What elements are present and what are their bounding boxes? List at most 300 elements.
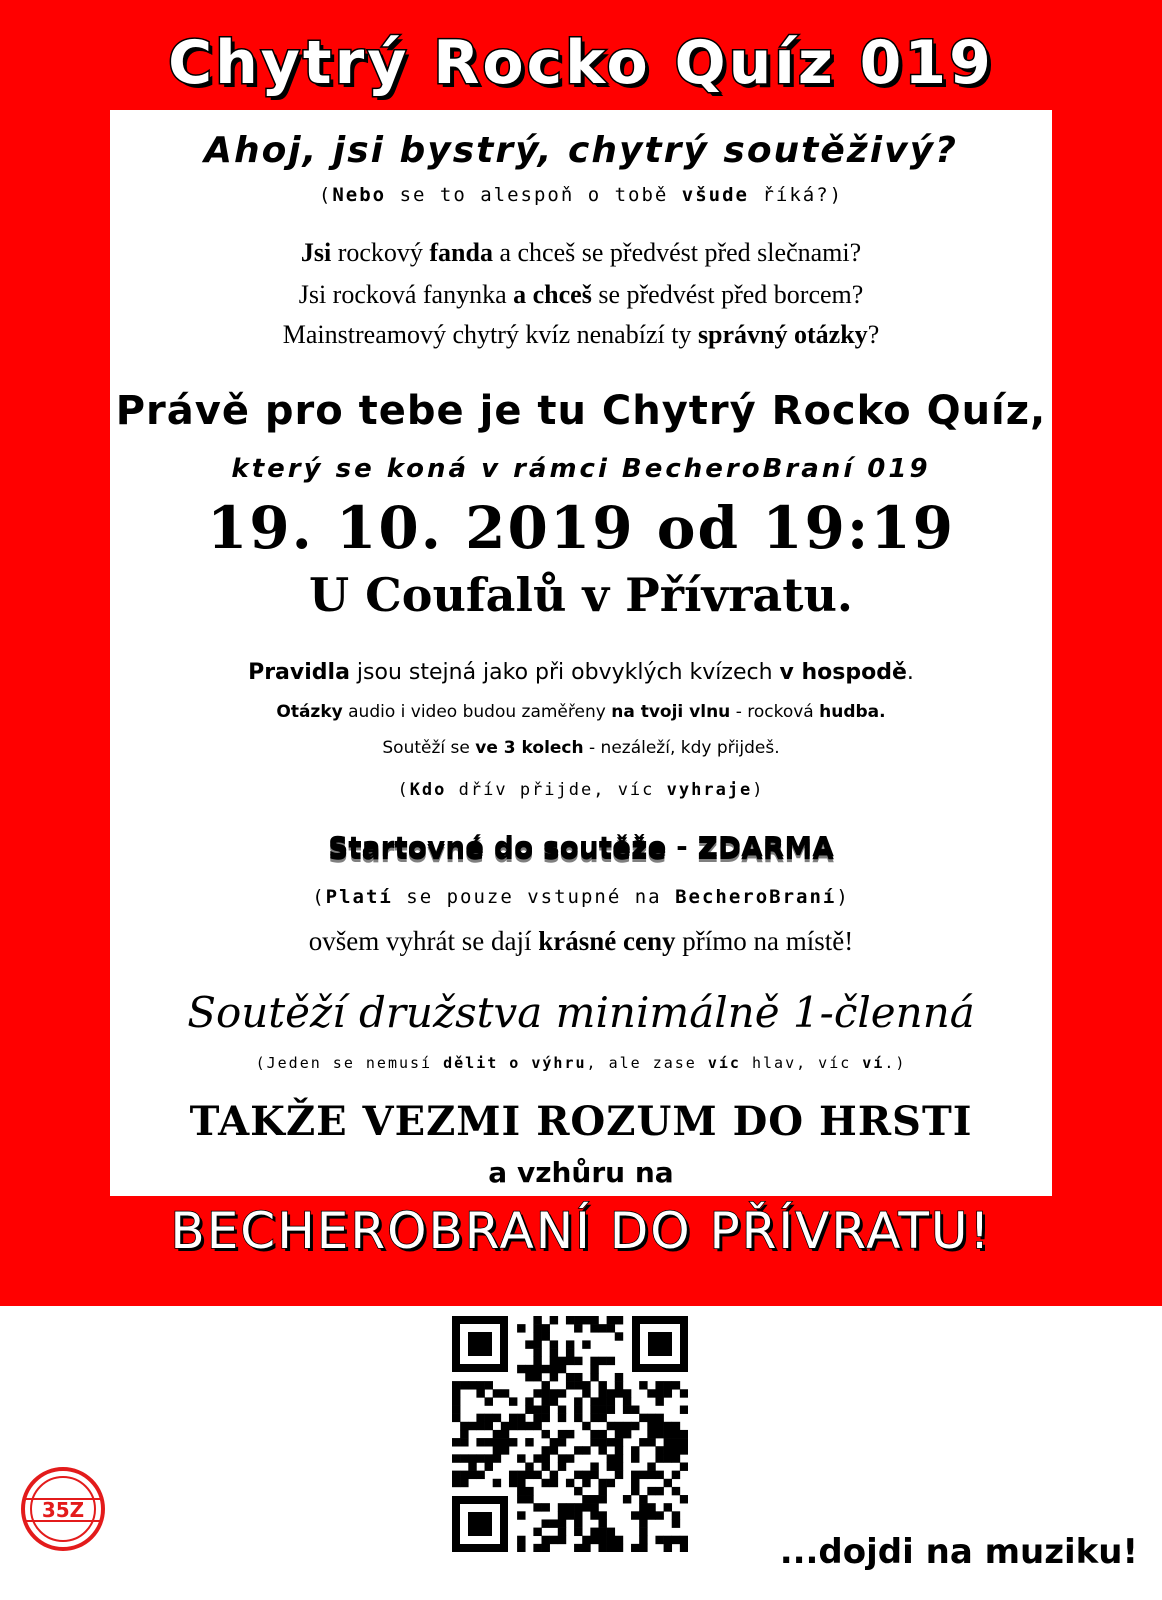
qr-module — [672, 1536, 680, 1544]
qr-module — [598, 1528, 606, 1536]
qr-module — [647, 1503, 655, 1511]
qr-module — [639, 1519, 647, 1527]
qr-module — [598, 1446, 606, 1454]
qr-module — [517, 1536, 525, 1544]
qr-module — [550, 1349, 558, 1357]
qr-module — [639, 1381, 647, 1389]
qr-module — [590, 1373, 598, 1381]
qr-module — [452, 1479, 460, 1487]
qr-module — [598, 1544, 606, 1552]
qr-module — [517, 1511, 525, 1519]
qr-module — [493, 1479, 501, 1487]
qr-module — [501, 1389, 509, 1397]
qr-module — [452, 1471, 460, 1479]
qr-module — [558, 1357, 566, 1365]
qr-module — [655, 1397, 663, 1405]
qr-module — [647, 1414, 655, 1422]
qr-module — [525, 1487, 533, 1495]
qr-module — [509, 1438, 517, 1446]
qr-module — [639, 1511, 647, 1519]
qr-module — [550, 1397, 558, 1405]
qr-module — [615, 1438, 623, 1446]
qr-module — [582, 1503, 590, 1511]
intro-headline: Ahoj, jsi bystrý, chytrý soutěživý? — [204, 130, 958, 171]
closing-line-3: BECHEROBRANÍ DO PŘÍVRATU! — [170, 1202, 992, 1260]
qr-module — [639, 1414, 647, 1422]
qr-module — [647, 1462, 655, 1470]
qr-module — [493, 1389, 501, 1397]
qr-module — [672, 1446, 680, 1454]
qr-module — [590, 1357, 598, 1365]
qr-module — [598, 1406, 606, 1414]
qr-module — [647, 1471, 655, 1479]
qr-module — [517, 1454, 525, 1462]
qr-module — [590, 1471, 598, 1479]
qr-module — [542, 1389, 550, 1397]
qr-module — [468, 1471, 476, 1479]
rules-line-2: Otázky audio i video budou zaměřeny na tvoji vlnu - rocková hudba. — [276, 702, 886, 722]
qr-module — [623, 1422, 631, 1430]
qr-module — [460, 1454, 468, 1462]
poster-title: Chytrý Rocko Quíz 019 — [168, 28, 994, 98]
qr-module — [476, 1438, 484, 1446]
qr-module — [493, 1446, 501, 1454]
qr-module — [590, 1462, 598, 1470]
qr-module — [639, 1528, 647, 1536]
qr-module — [607, 1462, 615, 1470]
qr-module — [680, 1430, 688, 1438]
qr-module — [631, 1422, 639, 1430]
qr-module — [664, 1389, 672, 1397]
qr-module — [574, 1316, 582, 1324]
qr-module — [607, 1536, 615, 1544]
qr-module — [452, 1381, 460, 1389]
qr-module — [517, 1471, 525, 1479]
intro-line-3: Mainstreamový chytrý kvíz nenabízí ty správný otázky? — [282, 320, 880, 349]
qr-module — [680, 1536, 688, 1544]
qr-module — [598, 1536, 606, 1544]
qr-module — [672, 1438, 680, 1446]
qr-module — [476, 1389, 484, 1397]
qr-module — [607, 1479, 615, 1487]
qr-module — [647, 1438, 655, 1446]
qr-module — [655, 1414, 663, 1422]
qr-module — [542, 1332, 550, 1340]
intro-line-2: Jsi rocková fanynka a chceš se předvést před borcem? — [298, 280, 864, 309]
qr-module — [542, 1544, 550, 1552]
qr-module — [460, 1381, 468, 1389]
qr-module — [607, 1389, 615, 1397]
qr-module — [655, 1454, 663, 1462]
qr-module — [598, 1430, 606, 1438]
qr-module — [639, 1503, 647, 1511]
qr-module — [598, 1487, 606, 1495]
qr-module — [582, 1389, 590, 1397]
qr-module — [517, 1422, 525, 1430]
qr-module — [582, 1536, 590, 1544]
qr-module — [639, 1495, 647, 1503]
qr-module — [598, 1438, 606, 1446]
qr-module — [582, 1340, 590, 1348]
qr-module — [615, 1373, 623, 1381]
qr-module — [533, 1528, 541, 1536]
qr-module — [468, 1422, 476, 1430]
qr-module — [485, 1422, 493, 1430]
qr-module — [672, 1511, 680, 1519]
qr-module — [655, 1446, 663, 1454]
qr-module — [525, 1365, 533, 1373]
qr-module — [590, 1536, 598, 1544]
qr-module — [582, 1422, 590, 1430]
qr-module — [550, 1471, 558, 1479]
qr-module — [574, 1357, 582, 1365]
qr-module — [542, 1446, 550, 1454]
qr-module — [517, 1495, 525, 1503]
qr-module — [558, 1454, 566, 1462]
qr-module — [615, 1471, 623, 1479]
qr-module — [647, 1430, 655, 1438]
qr-module — [558, 1414, 566, 1422]
qr-module — [574, 1471, 582, 1479]
rules-line-3: Soutěží se ve 3 kolech - nezáleží, kdy přijdeš. — [382, 738, 780, 758]
qr-module — [509, 1397, 517, 1405]
qr-module — [664, 1381, 672, 1389]
qr-module — [476, 1471, 484, 1479]
qr-module — [582, 1495, 590, 1503]
qr-module — [680, 1438, 688, 1446]
qr-module — [533, 1414, 541, 1422]
qr-module — [485, 1454, 493, 1462]
qr-module — [655, 1536, 663, 1544]
qr-module — [558, 1438, 566, 1446]
qr-module — [485, 1462, 493, 1470]
qr-module — [550, 1519, 558, 1527]
qr-module — [533, 1454, 541, 1462]
qr-module — [574, 1511, 582, 1519]
qr-module — [493, 1414, 501, 1422]
qr-module — [550, 1316, 558, 1324]
qr-module — [566, 1511, 574, 1519]
intro-line-1: Jsi rockový fanda a chceš se předvést před slečnami? — [300, 238, 862, 267]
qr-module — [647, 1389, 655, 1397]
qr-module — [525, 1340, 533, 1348]
closing-line-2: a vzhůru na — [488, 1156, 674, 1189]
qr-module — [485, 1438, 493, 1446]
qr-module — [574, 1528, 582, 1536]
qr-module — [607, 1406, 615, 1414]
qr-module — [533, 1503, 541, 1511]
qr-module — [607, 1357, 615, 1365]
qr-module — [598, 1414, 606, 1422]
qr-module — [582, 1479, 590, 1487]
qr-module — [525, 1438, 533, 1446]
qr-module — [598, 1519, 606, 1527]
qr-module — [533, 1471, 541, 1479]
qr-module — [566, 1316, 574, 1324]
qr-module — [590, 1495, 598, 1503]
qr-module — [509, 1422, 517, 1430]
qr-module — [533, 1340, 541, 1348]
qr-module — [623, 1397, 631, 1405]
intro-aside: (Nebo se to alespoň o tobě všude říká?) — [318, 184, 844, 206]
qr-module — [550, 1373, 558, 1381]
qr-module — [655, 1511, 663, 1519]
qr-module — [509, 1471, 517, 1479]
qr-module — [680, 1406, 688, 1414]
qr-module — [615, 1454, 623, 1462]
qr-module — [533, 1422, 541, 1430]
qr-module — [672, 1422, 680, 1430]
qr-module — [607, 1544, 615, 1552]
qr-module — [655, 1389, 663, 1397]
qr-module — [615, 1316, 623, 1324]
qr-module — [542, 1406, 550, 1414]
qr-module — [542, 1519, 550, 1527]
qr-module — [452, 1397, 460, 1405]
qr-module — [460, 1422, 468, 1430]
qr-module — [476, 1422, 484, 1430]
teams-headline: Soutěží družstva minimálně 1-členná — [187, 988, 975, 1037]
qr-module — [582, 1471, 590, 1479]
qr-module — [631, 1479, 639, 1487]
qr-module — [582, 1446, 590, 1454]
qr-module — [501, 1430, 509, 1438]
qr-module — [525, 1471, 533, 1479]
event-headline: Právě pro tebe je tu Chytrý Rocko Quíz, — [115, 388, 1047, 434]
qr-module — [615, 1332, 623, 1340]
qr-module — [558, 1389, 566, 1397]
qr-module — [615, 1446, 623, 1454]
rules-line-1: Pravidla jsou stejná jako při obvyklých kvízech v hospodě. — [248, 660, 914, 685]
qr-module — [615, 1389, 623, 1397]
qr-module — [655, 1430, 663, 1438]
qr-module — [664, 1430, 672, 1438]
qr-module — [566, 1349, 574, 1357]
qr-module — [574, 1544, 582, 1552]
qr-module — [460, 1479, 468, 1487]
qr-module — [517, 1479, 525, 1487]
qr-module — [574, 1487, 582, 1495]
qr-module — [664, 1422, 672, 1430]
qr-code[interactable] — [452, 1316, 688, 1552]
qr-module — [582, 1544, 590, 1552]
qr-module — [615, 1544, 623, 1552]
qr-module — [574, 1324, 582, 1332]
qr-module — [664, 1536, 672, 1544]
qr-module — [664, 1479, 672, 1487]
qr-module — [525, 1495, 533, 1503]
qr-module — [525, 1397, 533, 1405]
qr-module — [631, 1446, 639, 1454]
qr-module — [655, 1381, 663, 1389]
qr-module — [517, 1324, 525, 1332]
svg-text:35Z: 35Z — [41, 1498, 85, 1522]
qr-module — [623, 1495, 631, 1503]
qr-module — [517, 1414, 525, 1422]
qr-module — [542, 1414, 550, 1422]
qr-module — [615, 1462, 623, 1470]
qr-module — [647, 1487, 655, 1495]
closing-line-1: TAKŽE VEZMI ROZUM DO HRSTI — [189, 1098, 973, 1145]
qr-module — [542, 1454, 550, 1462]
qr-module — [664, 1503, 672, 1511]
qr-module — [574, 1406, 582, 1414]
qr-module — [468, 1454, 476, 1462]
qr-module — [607, 1422, 615, 1430]
qr-module — [607, 1397, 615, 1405]
qr-module — [631, 1406, 639, 1414]
qr-module — [533, 1316, 541, 1324]
qr-module — [639, 1471, 647, 1479]
qr-module — [517, 1365, 525, 1373]
qr-module — [598, 1324, 606, 1332]
qr-module — [542, 1462, 550, 1470]
qr-module — [493, 1430, 501, 1438]
qr-module — [542, 1365, 550, 1373]
qr-module — [680, 1495, 688, 1503]
qr-module — [582, 1316, 590, 1324]
event-datetime: 19. 10. 2019 od 19:19 — [206, 494, 956, 562]
qr-module — [485, 1414, 493, 1422]
qr-module — [566, 1430, 574, 1438]
qr-module — [566, 1503, 574, 1511]
qr-module — [452, 1406, 460, 1414]
qr-module — [582, 1381, 590, 1389]
qr-module — [590, 1438, 598, 1446]
qr-module — [558, 1528, 566, 1536]
qr-module — [550, 1446, 558, 1454]
qr-module — [664, 1438, 672, 1446]
qr-module — [550, 1479, 558, 1487]
qr-module — [452, 1414, 460, 1422]
qr-module — [558, 1519, 566, 1527]
entry-note: (Platí se pouze vstupné na BecheroBraní) — [312, 886, 850, 908]
qr-module — [452, 1438, 460, 1446]
qr-module — [574, 1414, 582, 1422]
qr-module — [476, 1381, 484, 1389]
qr-module — [655, 1471, 663, 1479]
qr-module — [533, 1365, 541, 1373]
qr-module — [598, 1389, 606, 1397]
qr-module — [672, 1519, 680, 1527]
qr-module — [550, 1438, 558, 1446]
rules-line-4: (Kdo dřív přijde, víc vyhraje) — [397, 780, 765, 800]
qr-module — [598, 1381, 606, 1389]
qr-module — [680, 1462, 688, 1470]
qr-module — [542, 1503, 550, 1511]
qr-module — [647, 1422, 655, 1430]
qr-module — [664, 1544, 672, 1552]
qr-module — [590, 1316, 598, 1324]
qr-module — [460, 1430, 468, 1438]
qr-module — [558, 1406, 566, 1414]
club-logo — [20, 1466, 106, 1552]
qr-module — [533, 1349, 541, 1357]
qr-module — [550, 1340, 558, 1348]
qr-module — [639, 1544, 647, 1552]
event-context: který se koná v rámci BecheroBraní 019 — [231, 454, 931, 484]
qr-module — [542, 1430, 550, 1438]
qr-module — [590, 1406, 598, 1414]
qr-module — [558, 1462, 566, 1470]
qr-module — [598, 1495, 606, 1503]
qr-module — [590, 1397, 598, 1405]
qr-module — [615, 1422, 623, 1430]
qr-module — [525, 1373, 533, 1381]
qr-module — [566, 1454, 574, 1462]
qr-module — [542, 1381, 550, 1389]
qr-module — [574, 1397, 582, 1405]
qr-module — [493, 1454, 501, 1462]
qr-module — [501, 1438, 509, 1446]
qr-module — [680, 1544, 688, 1552]
qr-module — [509, 1479, 517, 1487]
qr-module — [509, 1414, 517, 1422]
qr-module — [574, 1446, 582, 1454]
qr-module — [533, 1373, 541, 1381]
qr-module — [574, 1519, 582, 1527]
qr-module — [607, 1528, 615, 1536]
qr-module — [558, 1365, 566, 1373]
qr-module — [655, 1422, 663, 1430]
qr-module — [623, 1430, 631, 1438]
qr-module — [533, 1332, 541, 1340]
qr-module — [672, 1487, 680, 1495]
event-place: U Coufalů v Přívratu. — [309, 568, 853, 622]
qr-module — [460, 1471, 468, 1479]
qr-module — [566, 1381, 574, 1389]
qr-module — [598, 1357, 606, 1365]
qr-module — [574, 1381, 582, 1389]
qr-module — [525, 1462, 533, 1470]
qr-module — [574, 1503, 582, 1511]
qr-module — [664, 1454, 672, 1462]
qr-module — [655, 1487, 663, 1495]
qr-module — [590, 1414, 598, 1422]
qr-module — [672, 1430, 680, 1438]
qr-module — [590, 1528, 598, 1536]
qr-module — [680, 1389, 688, 1397]
qr-module — [533, 1357, 541, 1365]
qr-module — [550, 1536, 558, 1544]
qr-module — [525, 1422, 533, 1430]
qr-module — [607, 1438, 615, 1446]
qr-module — [590, 1511, 598, 1519]
qr-module — [664, 1446, 672, 1454]
qr-module — [476, 1414, 484, 1422]
qr-module — [542, 1536, 550, 1544]
qr-module — [615, 1536, 623, 1544]
qr-module — [533, 1544, 541, 1552]
qr-module — [607, 1324, 615, 1332]
qr-module — [607, 1454, 615, 1462]
qr-module — [501, 1422, 509, 1430]
qr-module — [542, 1479, 550, 1487]
qr-module — [501, 1446, 509, 1454]
qr-module — [607, 1316, 615, 1324]
qr-module — [550, 1389, 558, 1397]
qr-module — [476, 1454, 484, 1462]
qr-module — [590, 1503, 598, 1511]
qr-module — [525, 1406, 533, 1414]
qr-module — [598, 1397, 606, 1405]
qr-module — [647, 1511, 655, 1519]
qr-module — [590, 1365, 598, 1373]
qr-module — [550, 1365, 558, 1373]
qr-module — [631, 1544, 639, 1552]
qr-module — [468, 1381, 476, 1389]
qr-module — [639, 1536, 647, 1544]
